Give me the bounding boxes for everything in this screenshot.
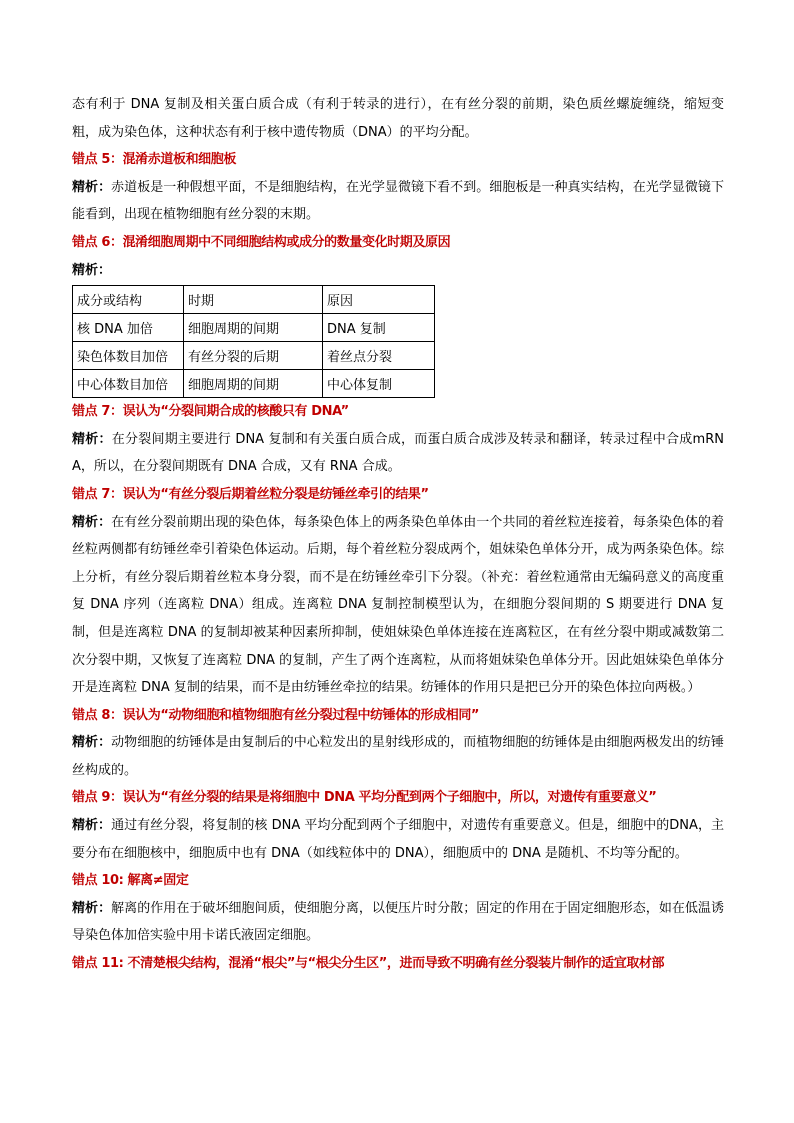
analysis-5 xyxy=(72,174,724,229)
analysis-6 xyxy=(72,257,724,285)
table-cell: 中心体复制 xyxy=(323,370,435,398)
table-row xyxy=(73,370,435,398)
analysis-label: 精析： xyxy=(72,179,112,195)
table-cell: 细胞周期的间期 xyxy=(184,314,323,342)
analysis-7a xyxy=(72,426,724,481)
table-cell: 着丝点分裂 xyxy=(323,342,435,370)
analysis-label: 精析： xyxy=(72,818,112,834)
analysis-label: 精析： xyxy=(72,735,112,751)
table-cell: 核 DNA 加倍 xyxy=(73,314,184,342)
table-header-row xyxy=(73,286,435,314)
analysis-9 xyxy=(72,812,724,867)
table-cell: DNA 复制 xyxy=(323,314,435,342)
table-cell: 有丝分裂的后期 xyxy=(184,342,323,370)
analysis-10 xyxy=(72,895,724,950)
error-point-6-heading: 错点 6：混淆细胞周期中不同细胞结构或成分的数量变化时期及原因 xyxy=(72,234,451,250)
analysis-8-text: 动物细胞的纺锤体是由复制后的中心粒发出的星射线形成的，而植物细胞的纺锤体是由细胞两极发出的纺锤丝构成的。 xyxy=(72,735,724,778)
error-point-9-heading: 错点 9：误认为“有丝分裂的结果是将细胞中 DNA 平均分配到两个子细胞中，所以，对遗传有重要意义” xyxy=(72,790,657,806)
error-point-7a-heading: 错点 7：误认为“分裂间期合成的核酸只有 DNA” xyxy=(72,404,349,420)
intro-paragraph: 态有利于 DNA 复制及相关蛋白质合成（有利于转录的进行），在有丝分裂的前期，染色质丝螺旋缠绕，缩短变粗，成为染色体，这种状态有利于核中遗传物质（DNA）的平均分配。 xyxy=(72,97,724,140)
error-point-10-heading: 错点 10: 解离≠固定 xyxy=(72,873,189,889)
analysis-10-text: 解离的作用在于破坏细胞间质，使细胞分离，以便压片时分散；固定的作用在于固定细胞形态，如在低温诱导染色体加倍实验中用卡诺氏液固定细胞。 xyxy=(72,900,724,944)
error-point-11-heading: 错点 11: 不清楚根尖结构，混淆“根尖”与“根尖分生区”，进而导致不明确有丝分裂装片制作的适宜取材部 xyxy=(72,956,665,972)
analysis-label: 精析： xyxy=(72,262,112,278)
analysis-label: 精析： xyxy=(72,900,112,916)
analysis-7b xyxy=(72,509,724,702)
cell-cycle-table xyxy=(72,285,435,398)
analysis-7a-text: 在分裂间期主要进行 DNA 复制和有关蛋白质合成，而蛋白质合成涉及转录和翻译，转录过程中合成mRNA，所以，在分裂间期既有 DNA 合成，又有 RNA 合成。 xyxy=(72,431,724,475)
analysis-5-text: 赤道板是一种假想平面，不是细胞结构，在光学显微镜下看不到。细胞板是一种真实结构，在光学显微镜下能看到，出现在植物细胞有丝分裂的末期。 xyxy=(72,179,724,223)
table-header-cell: 成分或结构 xyxy=(73,286,184,314)
error-point-7b-heading: 错点 7：误认为“有丝分裂后期着丝粒分裂是纺锤丝牵引的结果” xyxy=(72,486,429,502)
table-header-cell: 原因 xyxy=(323,286,435,314)
error-point-5-heading: 错点 5：混淆赤道板和细胞板 xyxy=(72,152,236,168)
analysis-9-text: 通过有丝分裂，将复制的核 DNA 平均分配到两个子细胞中，对遗传有重要意义。但是，细胞中的DNA，主要分布在细胞核中，细胞质中也有 DNA（如线粒体中的 DNA），细胞质中的 DNA 是随机、不均等分配的。 xyxy=(72,818,724,861)
table-cell: 染色体数目加倍 xyxy=(73,342,184,370)
analysis-7b-text: 在有丝分裂前期出现的染色体，每条染色体上的两条染色单体由一个共同的着丝粒连接着，每条染色体的着丝粒两侧都有纺锤丝牵引着染色体运动。后期，每个着丝粒分裂成两个，姐妹染色单体分开，成为两条染色体。综上分析，有丝分裂后期着丝粒本身分裂，而不是在纺锤丝牵引下分裂。（补充：着丝粒通常由无编码意义的高度重复 DNA 序列（连离粒 DNA）组成。连离粒 DNA 复制控制模型认为，在细胞分裂间期的 S 期要进行 DNA 复制，但是连离粒 DNA 的复制却被某种因素所抑制，使姐妹染色单体连接在连离粒区，在有丝分裂中期或减数第二次分裂中期，又恢复了连离粒 DNA 的复制，产生了两个连离粒，从而将姐妹染色单体分开。因此姐妹染色单体分开是连离粒 DNA 复制的结果，而不是由纺锤丝牵拉的结果。纺锤体的作用只是把已分开的染色体拉向两极。） xyxy=(72,514,724,696)
table-header-cell: 时期 xyxy=(184,286,323,314)
table-cell: 细胞周期的间期 xyxy=(184,370,323,398)
analysis-label: 精析： xyxy=(72,514,112,530)
table-row xyxy=(73,342,435,370)
table-cell: 中心体数目加倍 xyxy=(73,370,184,398)
document-page xyxy=(72,91,724,978)
error-point-8-heading: 错点 8：误认为“动物细胞和植物细胞有丝分裂过程中纺锤体的形成相同” xyxy=(72,707,480,723)
analysis-label: 精析： xyxy=(72,431,112,447)
table-row xyxy=(73,314,435,342)
analysis-8 xyxy=(72,729,724,784)
